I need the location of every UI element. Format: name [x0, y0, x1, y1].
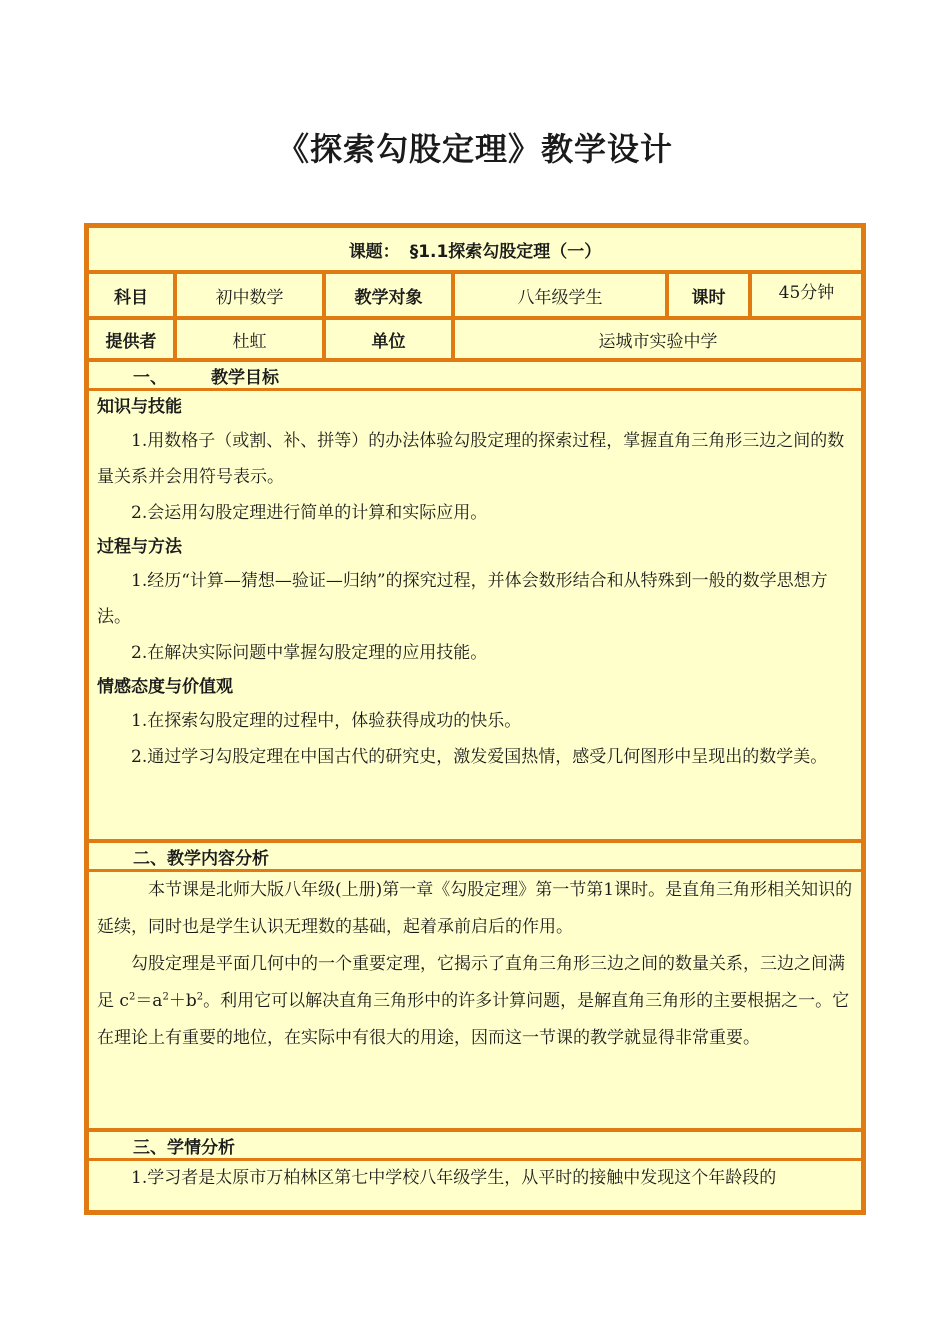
section-3-body	[89, 1161, 861, 1210]
knowledge-item-2: 2.会运用勾股定理进行简单的计算和实际应用。	[131, 503, 488, 523]
para-2-after: 。利用它可以解决直角三角形中的许多计算问题，是解直角三角形的主要根据之一。它在理论上有重要的地位，在实际中有很大的用途，因而这一节课的教学就显得非常重要。	[97, 991, 850, 1048]
period-label: 课时	[669, 274, 748, 316]
emotion-item-2: 2.通过学习勾股定理在中国古代的研究史，激发爱国热情，感受几何图形中呈现出的数学美。	[131, 747, 828, 767]
period-value: 45分钟	[752, 274, 861, 316]
lesson-plan-table	[84, 223, 866, 1215]
para-2-eq: ＝a	[135, 991, 163, 1011]
sup-a: 2	[162, 991, 169, 1003]
content-analysis-para-1: 本节课是北师大版八年级(上册)第一章《勾股定理》第一节第1课时。是直角三角形相关知识的延续，同时也是学生认识无理数的基础，起着承前启后的作用。	[97, 880, 853, 937]
document-title: 《探索勾股定理》教学设计	[276, 130, 673, 168]
provider-label: 提供者	[89, 320, 173, 358]
emotion-item-1: 1.在探索勾股定理的过程中，体验获得成功的快乐。	[131, 711, 522, 731]
section-3-heading: 三、学情分析	[89, 1132, 861, 1158]
para-2-plus: ＋b	[168, 991, 197, 1011]
knowledge-item-1: 1.用数格子（或割、补、拼等）的办法体验勾股定理的探索过程，掌握直角三角形三边之间的数量关系并会用符号表示。	[97, 431, 845, 487]
lesson-value: §1.1探索勾股定理（一）	[409, 241, 602, 262]
section-1-body	[89, 391, 861, 839]
process-item-1: 1.经历“计算—猜想—验证—归纳”的探究过程，并体会数形结合和从特殊到一般的数学思想方法。	[97, 571, 828, 627]
knowledge-heading: 知识与技能	[97, 397, 182, 417]
content-analysis-para-2	[97, 946, 853, 1057]
learner-analysis-para-1: 1.学习者是太原市万柏林区第七中学校八年级学生，从平时的接触中发现这个年龄段的	[131, 1168, 777, 1188]
section-1-title: 教学目标	[211, 367, 279, 388]
section-2-body	[89, 872, 861, 1128]
lesson-label: 课题：	[348, 241, 400, 262]
section-2-heading: 二、教学内容分析	[89, 843, 861, 869]
lesson-title-cell	[89, 228, 861, 270]
para-2-before: 勾股定理是平面几何中的一个重要定理，它揭示了直角三角形三边之间的数量关系，三边之间满足 c	[97, 954, 845, 1011]
provider-value: 杜虹	[177, 320, 322, 358]
section-1-heading	[89, 362, 861, 388]
subject-value: 初中数学	[177, 274, 322, 316]
section-1-number: 一、	[133, 367, 167, 388]
subject-label: 科目	[89, 274, 173, 316]
process-item-2: 2.在解决实际问题中掌握勾股定理的应用技能。	[131, 643, 488, 663]
process-heading: 过程与方法	[97, 537, 182, 557]
sup-c: 2	[128, 991, 136, 1003]
sup-b: 2	[196, 991, 204, 1003]
unit-label: 单位	[326, 320, 451, 358]
unit-value: 运城市实验中学	[455, 320, 861, 358]
target-label: 教学对象	[326, 274, 451, 316]
emotion-heading: 情感态度与价值观	[97, 677, 233, 697]
target-value: 八年级学生	[455, 274, 665, 316]
